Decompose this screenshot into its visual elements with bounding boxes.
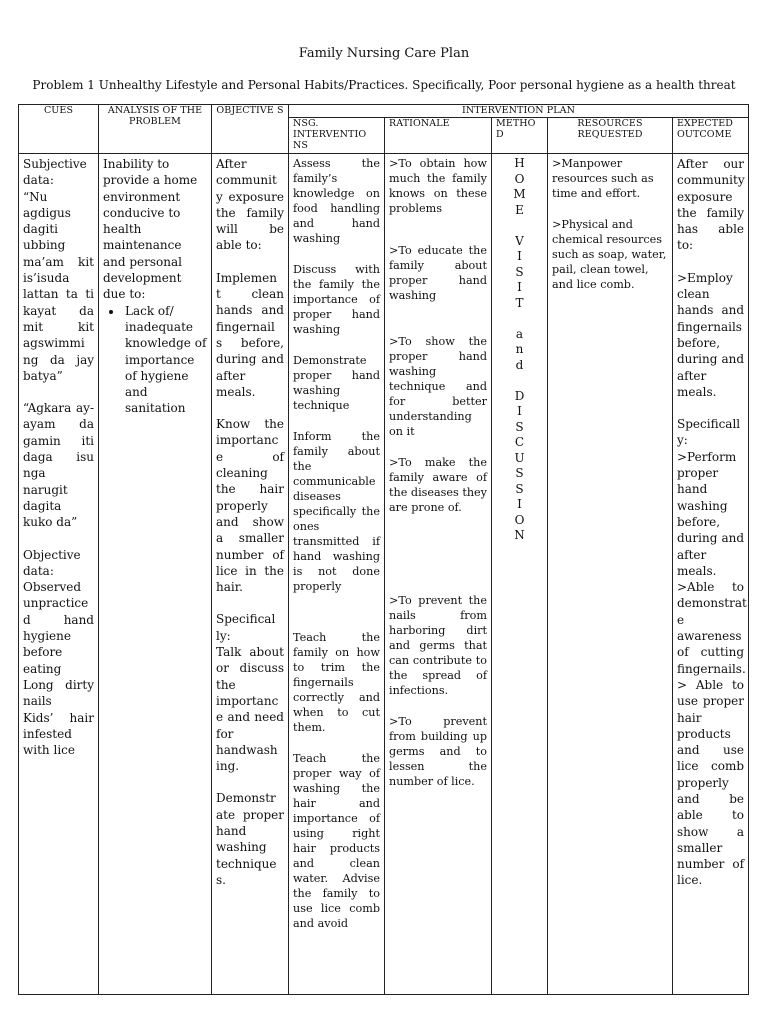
objective-item: Long dirty nails (23, 677, 94, 709)
method-letter (496, 218, 543, 234)
intervention-item: Inform the family about the communicable diseases specifically the ones transmitted if hand washing is not done properly (293, 430, 380, 593)
method-letter: S (515, 466, 524, 480)
outcome-item: >Able to demonstrat e awareness of cutting fingernails. (677, 580, 747, 676)
method-letter (496, 311, 543, 327)
analysis-cell (99, 154, 212, 995)
method-letter: O (514, 171, 525, 186)
outcome-cell (673, 154, 749, 995)
objective-item: Observed unpractice d hand hygiene before eating (23, 580, 94, 676)
method-letter: E (515, 202, 524, 217)
analysis-bullet: • Lack of/ inadequate knowledge of importance of hygiene and sanitation (123, 303, 207, 417)
method-letter: O (514, 512, 525, 527)
method-cell (492, 154, 548, 995)
intervention-item: Teach the proper way of washing the hair and importance of using right hair products and clean water. Advise the family to use lice comb and avoid (293, 752, 380, 930)
analysis-bullet-list (103, 303, 207, 417)
method-letter: a (515, 326, 524, 341)
method-letter: I (517, 404, 522, 418)
objectives-specifically: Specifical ly: (216, 612, 276, 643)
header-cues: CUES (19, 105, 99, 154)
method-letter: T (515, 295, 524, 310)
objective-4: Demonstr ate proper hand washing technique s. (216, 791, 284, 887)
resource-item: >Manpower resources such as time and effort. (552, 157, 654, 200)
method-letter: N (514, 528, 525, 542)
method-letter: n (515, 342, 524, 356)
header-intervention-plan: INTERVENTION PLAN (289, 105, 749, 118)
objective-item: Kids’ hair infested with lice (23, 710, 94, 758)
subjective-label: Subjective data: (23, 157, 87, 188)
intervention-item: Demonstrate proper hand washing technique (293, 354, 380, 412)
document-title: Family Nursing Care Plan (298, 46, 470, 61)
header-resources: RESOURCES REQUESTED (548, 118, 673, 154)
header-objectives: OBJECTIVE S (212, 105, 289, 154)
objective-label: Objective data: (23, 547, 81, 578)
objectives-cell (212, 154, 289, 995)
method-letter (496, 373, 543, 389)
rationale-item: >To make the family aware of the diseases they are prone of. (389, 456, 487, 514)
rationale-cell (385, 154, 492, 995)
rationale-item: >To show the proper hand washing technique and for better understanding on it (389, 335, 487, 438)
objective-1: Implemen t clean hands and fingernail s before, during and after meals. (216, 270, 284, 399)
objectives-intro: After communit y exposure the family will be able to: (216, 157, 284, 253)
rationale-item: >To obtain how much the family knows on these problems (389, 157, 487, 215)
method-letter: d (515, 357, 524, 372)
method-letter: D (514, 388, 525, 403)
header-expected-outcome: EXPECTED OUTCOME (673, 118, 749, 154)
subjective-quote-2: “Agkara ay-ayam da gamin iti daga isu nga narugit dagita kuko da” (23, 401, 94, 530)
outcome-item: >Employ clean hands and fingernails before, during and after meals. (677, 270, 745, 399)
method-letter: I (517, 280, 522, 294)
intervention-item: Assess the family’s knowledge on food handling and hand washing (293, 157, 380, 245)
objective-2: Know the importanc e of cleaning the hair properly and show a smaller number of lice in the hair. (216, 417, 284, 595)
resource-item: >Physical and chemical resources such as soap, water, pail, clean towel, and lice comb. (552, 218, 667, 291)
care-plan-table (18, 104, 749, 995)
method-letter: S (515, 419, 524, 434)
outcome-specifically: Specificall y: (677, 417, 741, 448)
method-letter: C (514, 435, 525, 449)
method-letter: U (514, 450, 525, 465)
intervention-item: Teach the family on how to trim the fingernails correctly and when to cut them. (293, 631, 380, 734)
method-letter: I (517, 249, 522, 263)
method-letter: S (515, 264, 524, 279)
plan-body-row (19, 154, 749, 995)
header-rationale: RATIONALE (385, 118, 492, 154)
rationale-item: >To prevent the nails from harboring dirt and germs that can contribute to the spread of infections. (389, 594, 487, 697)
header-analysis: ANALYSIS OF THE PROBLEM (99, 105, 212, 154)
resources-cell (548, 154, 673, 995)
header-nsg-interventions: NSG. INTERVENTIO NS (289, 118, 385, 154)
method-letters (496, 156, 543, 544)
header-method: METHO D (492, 118, 548, 154)
method-letter: S (515, 481, 524, 496)
analysis-intro: Inability to provide a home environment conducive to health maintenance and personal development due to: (103, 157, 198, 302)
method-letter: V (515, 233, 524, 248)
rationale-item: >To prevent from building up germs and to lessen the number of lice. (389, 715, 487, 788)
outcome-intro: After our community exposure the family has able to: (677, 157, 745, 253)
subjective-quote-1: “Nu agdigus dagiti ubbing ma’am kit is’isuda lattan ta ti kayat da mit kit agswimmi ng da jay batya” (23, 189, 94, 383)
intervention-item: Discuss with the family the importance of proper hand washing (293, 263, 380, 336)
outcome-item: >Perform proper hand washing before, during and after meals. (677, 449, 745, 578)
method-letter: H (514, 156, 525, 170)
objective-3: Talk about or discuss the importanc e and need for handwash ing. (216, 645, 284, 774)
outcome-item: > Able to use proper hair products and use lice comb properly and be able to show a smaller number of lice. (677, 677, 745, 888)
header-row-1 (19, 105, 749, 118)
rationale-item: >To educate the family about proper hand washing (389, 244, 487, 302)
interventions-cell (289, 154, 385, 995)
method-letter: I (517, 497, 522, 511)
problem-statement: Problem 1 Unhealthy Lifestyle and Personal Habits/Practices. Specifically, Poor personal hygiene as a health threat (32, 78, 736, 92)
method-letter: M (513, 187, 526, 201)
cues-cell (19, 154, 99, 995)
